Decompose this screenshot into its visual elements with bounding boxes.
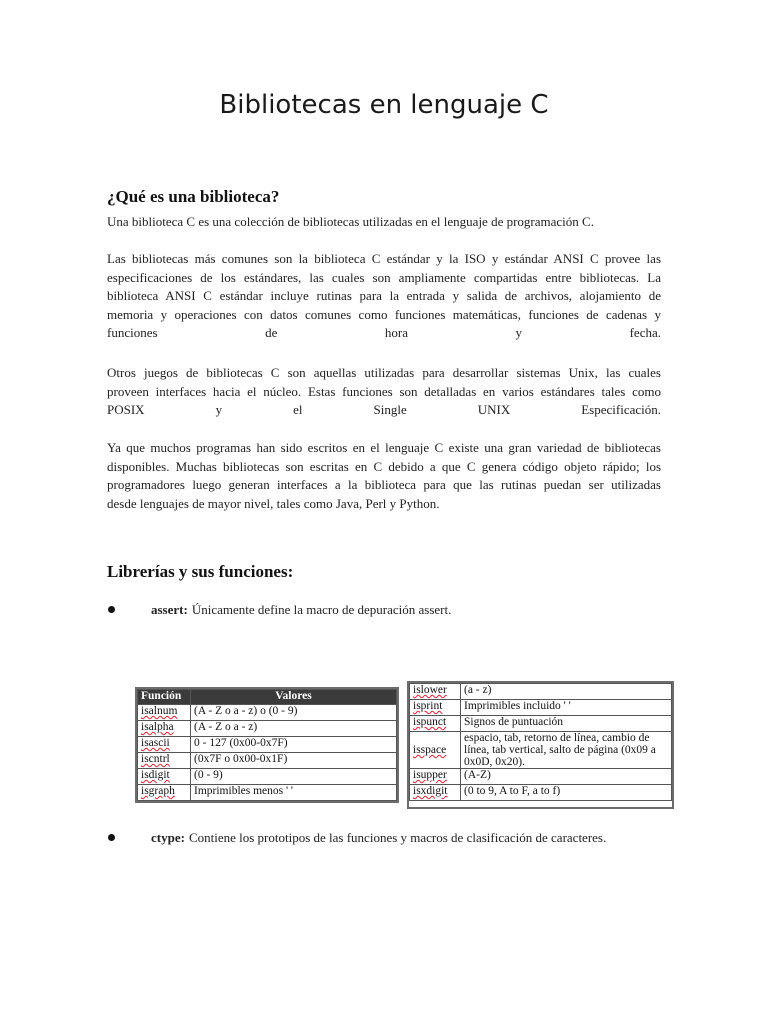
function-name-cell: isgraph	[141, 785, 175, 797]
header-funcion: Función	[138, 690, 191, 705]
paragraph-line: Las bibliotecas más comunes son la biblioteca C estándar y la ISO y estándar ANSI C provee las	[107, 251, 661, 266]
table-row	[138, 753, 397, 769]
paragraph-line: Otros juegos de bibliotecas C son aquellas utilizadas para desarrollar sistemas Unix, las cuales	[107, 365, 661, 380]
paragraph-line: memoria y operaciones con datos comunes como funciones matemáticas, funciones de cadenas y	[107, 306, 661, 322]
value-cell: (0x7F o 0x00-0x1F)	[194, 753, 288, 765]
table-cell	[461, 716, 672, 732]
bullet-dot-icon	[108, 834, 115, 841]
function-name-cell: isalpha	[141, 721, 174, 733]
table-row	[410, 684, 672, 700]
table-row	[138, 705, 397, 721]
value-cell: (a - z)	[464, 684, 492, 696]
section-heading-que-es: ¿Qué es una biblioteca?	[107, 187, 280, 206]
paragraph-line: proveen interfaces hacia el núcleo. Estas funciones son detalladas en varios estándares tales como	[107, 383, 661, 399]
table-cell	[138, 737, 191, 753]
table-row	[138, 769, 397, 785]
function-name-cell: isxdigit	[413, 785, 448, 797]
function-name-cell: isupper	[413, 769, 447, 781]
paragraph-line: POSIX y el Single UNIX Especificación.	[107, 402, 661, 418]
function-name-cell: isspace	[413, 744, 447, 756]
paragraph-line: Ya que muchos programas han sido escritos en el lenguaje C existe una gran variedad de bibliotecas	[107, 440, 661, 455]
paragraph-common-libraries	[107, 250, 661, 343]
bullet-description: Contiene los prototipos de las funciones y macros de clasificación de caracteres.	[188, 830, 607, 845]
value-cell: espacio, tab, retorno de línea, cambio de línea, tab vertical, salto de página (0x09 a 0x0D, 0x20).	[464, 732, 656, 768]
paragraph-line: especificaciones de los estándares, las cuales son ampliamente compartidas entre bibliotecas. La	[107, 269, 661, 285]
value-cell: Imprimibles menos ' '	[194, 785, 294, 797]
bullet-term: ctype:	[151, 830, 185, 845]
value-cell: Signos de puntuación	[464, 716, 564, 728]
ctype-table-right	[409, 683, 672, 801]
table-cell	[191, 721, 397, 737]
bullet-description: Únicamente define la macro de depuración assert.	[191, 602, 452, 617]
paragraph-definition	[107, 213, 661, 232]
value-cell: (0 - 9)	[194, 769, 223, 781]
table-cell	[138, 721, 191, 737]
table-row	[138, 721, 397, 737]
table-cell	[410, 700, 461, 716]
table-cell	[191, 769, 397, 785]
table-row	[410, 732, 672, 769]
value-cell: 0 - 127 (0x00-0x7F)	[194, 737, 288, 749]
value-cell: (0 to 9, A to F, a to f)	[464, 785, 561, 797]
table-cell	[410, 785, 461, 801]
table-row	[138, 737, 397, 753]
table-cell	[461, 700, 672, 716]
paragraph-line: programadores luego generan interfaces a la biblioteca para que las rutinas puedan ser utilizadas	[107, 477, 661, 493]
table-cell	[191, 737, 397, 753]
table-row	[410, 700, 672, 716]
table-cell	[138, 753, 191, 769]
table-row	[410, 769, 672, 785]
table-row	[410, 716, 672, 732]
bullet-term: assert:	[151, 602, 188, 617]
value-cell: (A - Z o a - z)	[194, 721, 258, 733]
paragraph-unix-libraries	[107, 364, 661, 420]
table-cell	[410, 732, 461, 769]
function-name-cell: isprint	[413, 700, 443, 712]
table-header-row	[138, 690, 397, 705]
function-name-cell: isascii	[141, 737, 170, 749]
table-cell	[461, 684, 672, 700]
paragraph-variety	[107, 439, 661, 513]
table-cell	[410, 684, 461, 700]
paragraph-line: desde lenguajes de mayor nivel, tales como Java, Perl y Python.	[107, 495, 440, 511]
bullet-assert	[128, 602, 451, 618]
header-valores: Valores	[191, 690, 397, 705]
value-cell: (A - Z o a - z) o (0 - 9)	[194, 705, 298, 717]
table-cell	[461, 769, 672, 785]
table-cell	[461, 732, 672, 769]
paragraph-line: disponibles. Muchas bibliotecas son escritas en C debido a que C genera código objeto rápido; los	[107, 458, 661, 474]
table-row	[138, 785, 397, 801]
function-name-cell: ispunct	[413, 716, 447, 728]
table-cell	[191, 785, 397, 801]
table-cell	[461, 785, 672, 801]
paragraph-line: funciones de hora y fecha.	[107, 325, 661, 341]
section-heading-librerias: Librerías y sus funciones:	[107, 562, 294, 581]
function-name-cell: isalnum	[141, 705, 178, 717]
document-title: Bibliotecas en lenguaje C	[219, 90, 549, 120]
bullet-dot-icon	[108, 606, 115, 613]
value-cell: (A-Z)	[464, 769, 491, 781]
bullet-ctype	[128, 830, 606, 846]
table-row	[410, 785, 672, 801]
function-name-cell: isdigit	[141, 769, 170, 781]
paragraph-line: Una biblioteca C es una colección de bibliotecas utilizadas en el lenguaje de programación C.	[107, 214, 594, 229]
ctype-table-left	[137, 689, 397, 801]
table-cell	[191, 705, 397, 721]
table-cell	[138, 705, 191, 721]
table-cell	[410, 716, 461, 732]
table-cell	[138, 769, 191, 785]
paragraph-line: biblioteca ANSI C estándar incluye rutinas para la entrada y salida de archivos, alojamiento de	[107, 288, 661, 304]
function-name-cell: iscntrl	[141, 753, 170, 765]
table-cell	[138, 785, 191, 801]
function-name-cell: islower	[413, 684, 447, 696]
table-cell	[410, 769, 461, 785]
value-cell: Imprimibles incluido ' '	[464, 700, 571, 712]
table-cell	[191, 753, 397, 769]
